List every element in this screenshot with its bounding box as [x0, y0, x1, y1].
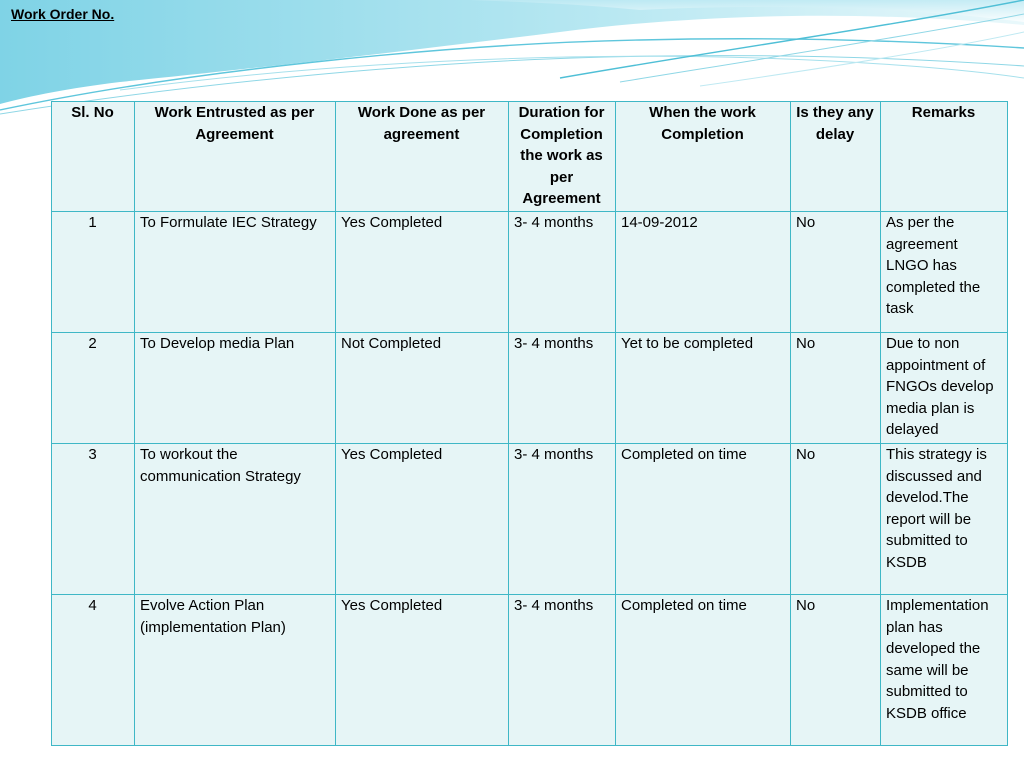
cell-work-entrusted: To Formulate IEC Strategy	[135, 212, 336, 333]
cell-duration: 3- 4 months	[509, 444, 616, 595]
cell-remarks: Due to non appointment of FNGOs develop media plan is delayed	[881, 333, 1008, 444]
table-row	[52, 595, 1008, 746]
header-delay: Is they any delay	[791, 102, 881, 212]
cell-sl-no: 2	[52, 333, 135, 444]
cell-delay: No	[791, 595, 881, 746]
cell-completion: Completed on time	[616, 444, 791, 595]
header-work-entrusted: Work Entrusted as per Agreement	[135, 102, 336, 212]
cell-remarks: This strategy is discussed and develod.The report will be submitted to KSDB	[881, 444, 1008, 595]
cell-work-entrusted: To Develop media Plan	[135, 333, 336, 444]
cell-remarks: Implementation plan has developed the same will be submitted to KSDB office	[881, 595, 1008, 746]
header-remarks: Remarks	[881, 102, 1008, 212]
cell-completion: Completed on time	[616, 595, 791, 746]
cell-work-done: Not Completed	[336, 333, 509, 444]
table-row	[52, 212, 1008, 333]
cell-duration: 3- 4 months	[509, 333, 616, 444]
cell-sl-no: 1	[52, 212, 135, 333]
cell-delay: No	[791, 212, 881, 333]
cell-work-done: Yes Completed	[336, 595, 509, 746]
cell-duration: 3- 4 months	[509, 212, 616, 333]
cell-delay: No	[791, 444, 881, 595]
cell-remarks: As per the agreement LNGO has completed the task	[881, 212, 1008, 333]
table-row	[52, 444, 1008, 595]
cell-completion: 14-09-2012	[616, 212, 791, 333]
header-duration: Duration for Completion the work as per Agreement	[509, 102, 616, 212]
slide-title: Work Order No.	[11, 6, 115, 22]
cell-work-entrusted: Evolve Action Plan (implementation Plan)	[135, 595, 336, 746]
cell-duration: 3- 4 months	[509, 595, 616, 746]
header-sl-no: Sl. No	[52, 102, 135, 212]
cell-completion: Yet to be completed	[616, 333, 791, 444]
cell-sl-no: 3	[52, 444, 135, 595]
work-order-table	[51, 101, 1008, 746]
header-work-done: Work Done as per agreement	[336, 102, 509, 212]
table-row	[52, 333, 1008, 444]
cell-work-done: Yes Completed	[336, 444, 509, 595]
cell-sl-no: 4	[52, 595, 135, 746]
table-header-row	[52, 102, 1008, 212]
cell-delay: No	[791, 333, 881, 444]
header-completion-date: When the work Completion	[616, 102, 791, 212]
cell-work-entrusted: To workout the communication Strategy	[135, 444, 336, 595]
cell-work-done: Yes Completed	[336, 212, 509, 333]
